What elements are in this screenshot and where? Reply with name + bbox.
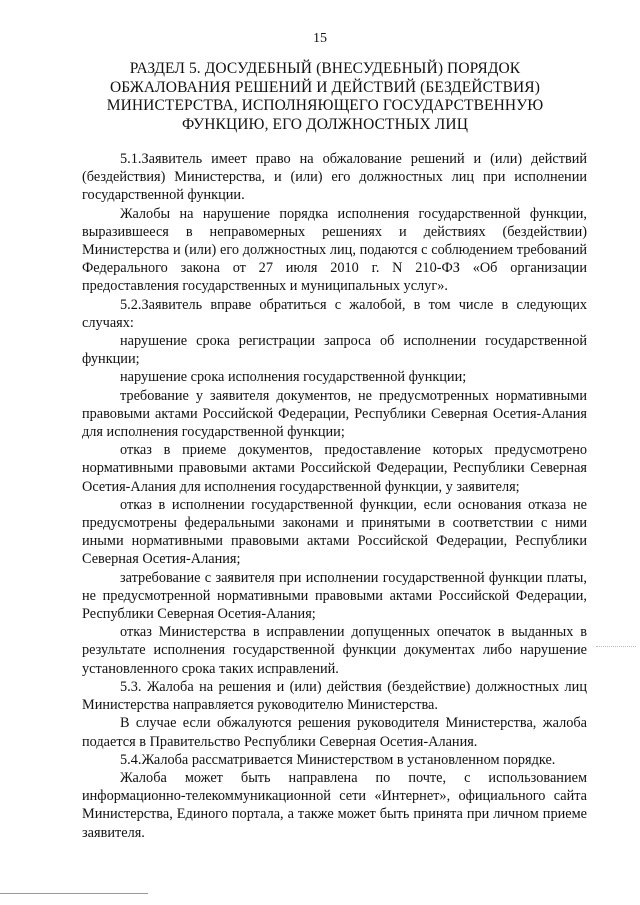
footer-rule: [0, 893, 148, 894]
page-number: 15: [313, 31, 327, 46]
document-body: [82, 150, 587, 842]
paragraph: 5.2.Заявитель вправе обратиться с жалобой, в том числе в следующих случаях:: [82, 296, 587, 331]
paragraph: 5.3. Жалоба на решения и (или) действия (бездействие) должностных лиц Министерства направляется руководителю Министерства.: [82, 678, 587, 714]
paragraph: 5.4.Жалоба рассматривается Министерством в установленном порядке.: [120, 751, 556, 768]
list-item: нарушение срока регистрации запроса об исполнении государственной функции;: [82, 333, 587, 368]
list-item: отказ в приеме документов, предоставление которых предусмотрено нормативными правовыми актами Российской Федерации, Республики Северная Осетия-Алания для исполнения государственной функции, у заявителя;: [82, 442, 587, 495]
scan-artifact: [596, 646, 636, 647]
list-item: отказ в исполнении государственной функции, если основания отказа не предусмотрены федеральными законами и принятыми в соответствии с ними иными нормативными правовыми актами Российской Федерации, Республики Северная Осетия-Алания;: [82, 496, 587, 568]
paragraph: Жалобы на нарушение порядка исполнения государственной функции, выразившееся в неправомерных решениях и действиях (бездействии) Министерства и (или) его должностных лиц, подаются с соблюдением требований Федерального закона от 27 июля 2010 г. N 210-ФЗ «Об организации предоставления государственных и муниципальных услуг».: [82, 205, 587, 295]
list-item: требование у заявителя документов, не предусмотренных нормативными правовыми актами Российской Федерации, Республики Северная Осетия-Алания для исполнения государственной функции;: [82, 387, 587, 441]
list-item: нарушение срока исполнения государственной функции;: [120, 369, 467, 386]
section-heading: РАЗДЕЛ 5. ДОСУДЕБНЫЙ (ВНЕСУДЕБНЫЙ) ПОРЯДОК ОБЖАЛОВАНИЯ РЕШЕНИЙ И ДЕЙСТВИЙ (БЕЗДЕЙСТВИЯ) МИНИСТЕРСТВА, ИСПОЛНЯЮЩЕГО ГОСУДАРСТВЕННУЮ ФУНКЦИЮ, ЕГО ДОЛЖНОСТНЫХ ЛИЦ: [106, 60, 544, 133]
paragraph: В случае если обжалуются решения руководителя Министерства, жалоба подается в Правительство Республики Северная Осетия-Алания.: [82, 715, 587, 750]
list-item: затребование с заявителя при исполнении государственной функции платы, не предусмотренной нормативными правовыми актами Российской Федерации, Республики Северная Осетия-Алания;: [82, 569, 587, 623]
list-item: отказ Министерства в исправлении допущенных опечаток в выданных в результате исполнения государственной функции документах либо нарушение установленного срока таких исправлений.: [82, 624, 587, 677]
paragraph: 5.1.Заявитель имеет право на обжалование решений и (или) действий (бездействия) Министерства, и (или) его должностных лиц при исполнении государственной функции.: [82, 151, 587, 204]
paragraph: Жалоба может быть направлена по почте, с использованием информационно-телекоммуникационной сети «Интернет», официального сайта Министерства, Единого портала, а также может быть принята при личном приеме заявителя.: [82, 769, 587, 841]
